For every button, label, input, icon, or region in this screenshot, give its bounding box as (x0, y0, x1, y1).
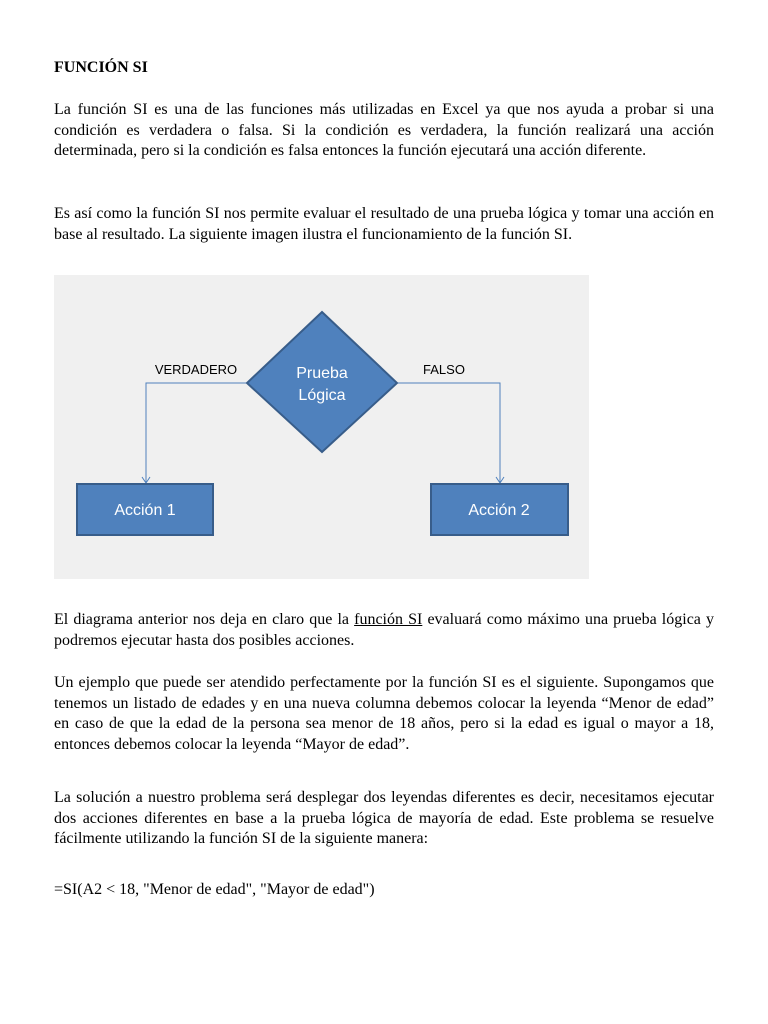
paragraph-diagram-summary (54, 610, 714, 651)
funcion-si-link[interactable]: función SI (354, 611, 423, 628)
formula-text: =SI(A2 < 18, "Menor de edad", "Mayor de edad") (54, 881, 375, 898)
paragraph-intro: La función SI es una de las funciones más utilizadas en Excel ya que nos ayuda a probar si una condición es verdadera o falsa. Si la condición es verdadera, la función realizará una acción determinada, pero si la condición es falsa entonces la función ejecutará una acción diferente. (54, 101, 714, 159)
paragraph-example: Un ejemplo que puede ser atendido perfectamente por la función SI es el siguiente. Supongamos que tenemos un listado de edades y en una nueva columna debemos colocar la leyenda “Menor de edad” en caso de que la edad de la persona sea menor de 18 años, pero si la edad es igual o mayor a 18, entonces debemos colocar la leyenda “Mayor de edad”. (54, 674, 714, 753)
paragraph-explanation: Es así como la función SI nos permite evaluar el resultado de una prueba lógica y tomar una acción en base al resultado. La siguiente imagen ilustra el funcionamiento de la función SI. (54, 205, 714, 243)
action1-label: Acción 1 (114, 502, 176, 519)
decision-text-line1: Prueba (296, 365, 348, 382)
flowchart-figure (54, 275, 589, 579)
true-branch-label: VERDADERO (154, 362, 238, 377)
decision-text-line2: Lógica (298, 387, 346, 404)
flowchart-diagram (54, 275, 589, 579)
paragraph-solution: La solución a nuestro problema será desplegar dos leyendas diferentes es decir, necesitamos ejecutar dos acciones diferentes en base a la prueba lógica de mayoría de edad. Este problema se resuelve fácilmente utilizando la función SI de la siguiente manera: (54, 789, 714, 847)
true-connector (146, 383, 247, 483)
summary-text-before-link: El diagrama anterior nos deja en claro que la (54, 611, 355, 628)
decision-diamond (247, 312, 397, 452)
action2-label: Acción 2 (468, 502, 530, 519)
document-title: FUNCIÓN SI (54, 59, 148, 76)
false-connector (397, 383, 500, 483)
false-branch-label: FALSO (423, 362, 465, 377)
summary-text-after-link: evaluará como máximo una prueba lógica y podremos ejecutar hasta dos posibles acciones. (54, 611, 715, 649)
